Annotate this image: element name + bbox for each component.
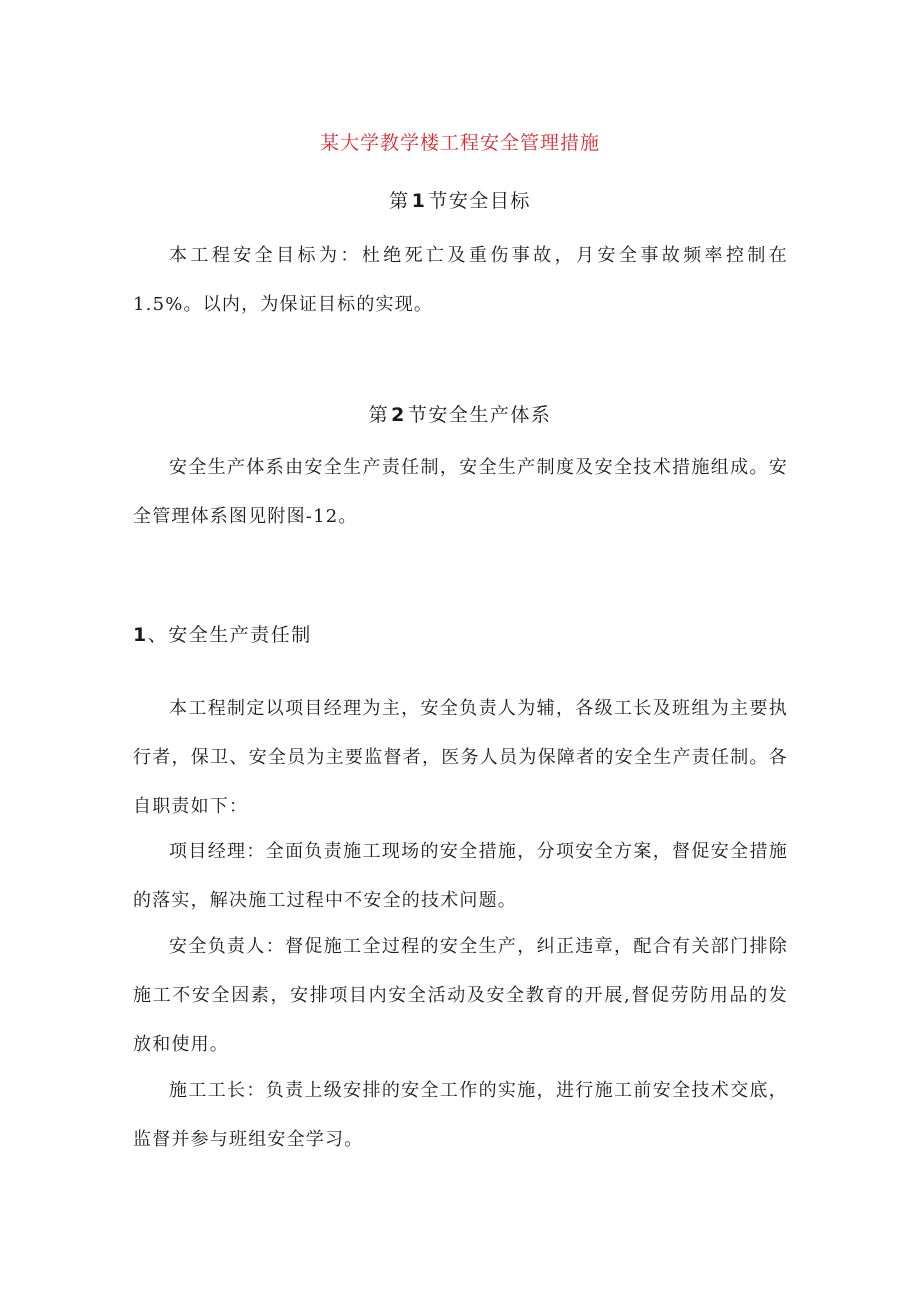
section-2-paragraph: 安全生产体系由安全生产责任制，安全生产制度及安全技术措施组成。安全管理体系图见附图-12。 — [133, 457, 788, 527]
safety-officer-paragraph: 安全负责人：督促施工全过程的安全生产，纠正违章，配合有关部门排除施工不安全因素，安排项目内安全活动及安全教育的开展,督促劳防用品的发放和使用。 — [133, 936, 788, 1055]
project-manager-paragraph: 项目经理：全面负责施工现场的安全措施，分项安全方案，督促安全措施的落实，解决施工过程中不安全的技术问题。 — [133, 841, 788, 911]
construction-foreman-paragraph: 施工工长：负责上级安排的安全工作的实施，进行施工前安全技术交底，监督并参与班组安全学习。 — [133, 1080, 788, 1150]
document-title: 某大学教学楼工程安全管理措施 — [319, 132, 600, 154]
section-2-heading — [0, 400, 920, 427]
section-2-number: 2 — [391, 404, 406, 426]
section-1-heading — [0, 186, 920, 213]
section-1-number: 1 — [411, 190, 427, 212]
responsibility-intro-paragraph: 本工程制定以项目经理为主，安全负责人为辅，各级工长及班组为主要执行者，保卫、安全员为主要监督者，医务人员为保障者的安全生产责任制。各自职责如下： — [133, 698, 788, 817]
section-1-prefix: 第 — [389, 190, 410, 212]
section-1-title: 节安全目标 — [428, 190, 531, 212]
subsection-1-heading — [133, 620, 312, 647]
section-2-prefix: 第 — [368, 404, 390, 426]
subsection-1-title: 、安全生产责任制 — [147, 624, 312, 646]
subsection-1-number: 1 — [133, 624, 148, 646]
section-1-paragraph: 本工程安全目标为：杜绝死亡及重伤事故，月安全事故频率控制在1.5%。以内，为保证目标的实现。 — [133, 245, 788, 315]
section-2-title: 节安全生产体系 — [407, 404, 552, 426]
